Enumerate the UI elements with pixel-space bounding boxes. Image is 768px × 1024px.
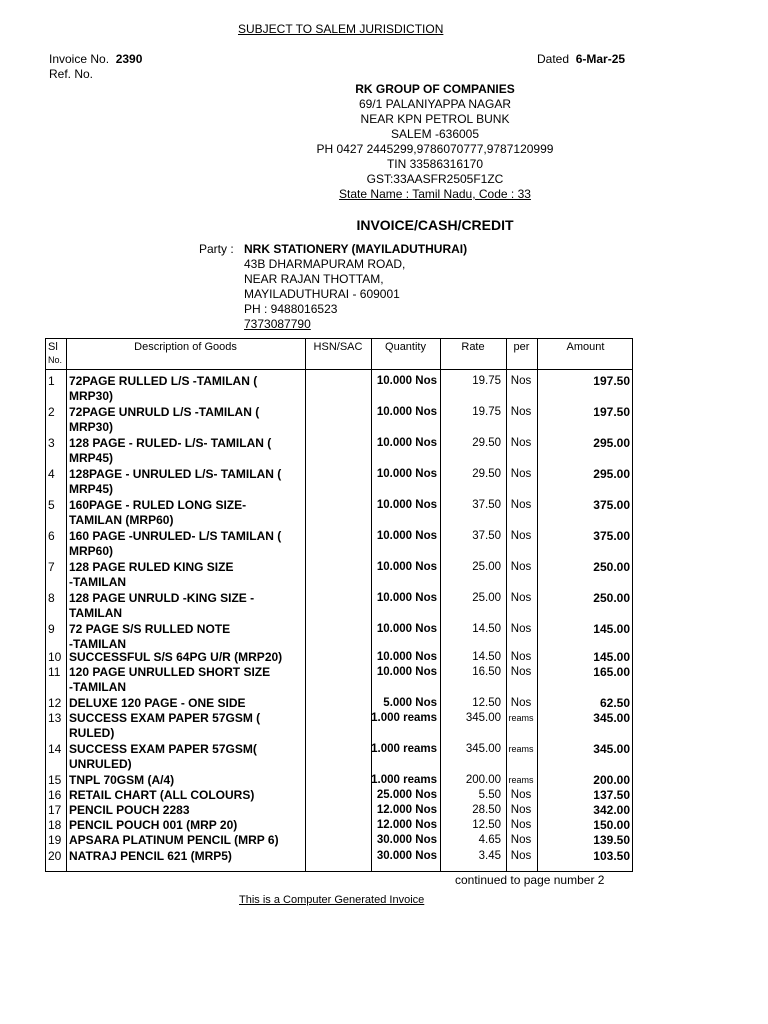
row-amount: 345.00 [593,711,630,725]
row-amount: 375.00 [593,498,630,512]
header-quantity: Quantity [385,341,426,353]
row-rate: 3.45 [478,850,501,862]
column-divider [537,339,538,871]
row-amount: 165.00 [593,665,630,679]
header-sl-line1: Sl [48,341,58,353]
invoice-date: 6-Mar-25 [575,52,626,66]
row-per-unit: Nos [510,623,532,635]
row-quantity: 10.000 Nos [376,499,437,511]
row-description: APSARA PLATINUM PENCIL (MRP 6) [69,833,279,847]
row-sl-number: 10 [48,650,62,664]
row-rate: 25.00 [472,592,501,604]
column-divider [66,339,67,871]
computer-generated-note: This is a Computer Generated Invoice [239,894,425,906]
row-description: 72PAGE UNRULD L/S -TAMILAN ( [69,405,260,419]
row-description: 128 PAGE UNRULD -KING SIZE - [69,591,255,605]
row-description: NATRAJ PENCIL 621 (MRP5) [69,849,232,863]
row-amount: 375.00 [593,529,630,543]
row-rate: 12.50 [472,819,501,831]
header-sl-line2: No. [48,355,63,365]
row-amount: 103.50 [593,849,630,863]
column-divider [440,339,441,871]
row-description: SUCCESS EXAM PAPER 57GSM( [69,742,257,756]
row-description-line2: -TAMILAN [69,575,127,589]
row-amount: 197.50 [593,374,630,388]
column-divider [305,339,306,871]
row-amount: 250.00 [593,591,630,605]
row-rate: 29.50 [472,468,501,480]
row-description-line2: -TAMILAN [69,637,127,651]
row-description-line2: MRP30) [69,389,114,403]
invoice-number-row [49,52,142,66]
header-divider [46,369,632,370]
row-sl-number: 6 [48,529,55,543]
row-quantity: 10.000 Nos [376,375,437,387]
row-description: SUCCESS EXAM PAPER 57GSM ( [69,711,261,725]
row-amount: 295.00 [593,436,630,450]
row-amount: 150.00 [593,818,630,832]
row-per-unit: Nos [510,666,532,678]
continued-note: continued to page number 2 [455,873,605,887]
row-per-unit: Nos [510,561,532,573]
column-divider [506,339,507,871]
row-sl-number: 16 [48,788,62,802]
header-sl [48,341,62,367]
row-per-unit: Nos [510,651,532,663]
header-description: Description of Goods [134,341,237,353]
row-description-line2: MRP45) [69,482,114,496]
party-phone-2-wrap [244,317,311,331]
row-quantity: 10.000 Nos [376,623,437,635]
row-per-unit: reams [508,713,534,723]
header-hsn: HSN/SAC [313,341,363,353]
row-sl-number: 17 [48,803,62,817]
row-sl-number: 3 [48,436,55,450]
row-quantity: 10.000 Nos [376,592,437,604]
row-amount: 200.00 [593,773,630,787]
row-per-unit: Nos [510,697,532,709]
row-quantity: 1.000 reams [371,712,437,724]
row-description: 160 PAGE -UNRULED- L/S TAMILAN ( [69,529,282,543]
ref-number-label: Ref. No. [49,67,94,81]
row-rate: 19.75 [472,375,501,387]
row-description: 128 PAGE - RULED- L/S- TAMILAN ( [69,436,272,450]
row-description: SUCCESSFUL S/S 64PG U/R (MRP20) [69,650,283,664]
row-quantity: 10.000 Nos [376,437,437,449]
date-row [537,52,625,66]
party-address-3: MAYILADUTHURAI - 609001 [244,287,400,301]
company-state-wrap [0,187,768,201]
row-rate: 16.50 [472,666,501,678]
row-sl-number: 9 [48,622,55,636]
row-sl-number: 5 [48,498,55,512]
row-sl-number: 13 [48,711,62,725]
row-quantity: 30.000 Nos [376,850,437,862]
date-label: Dated [537,52,570,66]
row-quantity: 10.000 Nos [376,651,437,663]
invoice-title: INVOICE/CASH/CREDIT [356,217,514,233]
party-name: NRK STATIONERY (MAYILADUTHURAI) [244,242,468,256]
row-rate: 200.00 [465,774,501,786]
row-description: PENCIL POUCH 2283 [69,803,190,817]
jurisdiction-note: SUBJECT TO SALEM JURISDICTION [238,22,444,36]
row-rate: 37.50 [472,499,501,511]
row-quantity: 5.000 Nos [383,697,437,709]
header-per: per [513,341,530,353]
row-description: 72 PAGE S/S RULLED NOTE [69,622,231,636]
row-sl-number: 18 [48,818,62,832]
party-label: Party : [199,242,234,256]
row-sl-number: 11 [48,665,61,679]
row-description-line2: MRP30) [69,420,114,434]
row-quantity: 30.000 Nos [376,834,437,846]
row-sl-number: 2 [48,405,55,419]
row-per-unit: Nos [510,789,532,801]
row-rate: 19.75 [472,406,501,418]
row-description-line2: MRP60) [69,544,114,558]
row-amount: 250.00 [593,560,630,574]
row-per-unit: Nos [510,437,532,449]
row-per-unit: Nos [510,468,532,480]
row-quantity: 1.000 reams [371,743,437,755]
party-phone: PH : 9488016523 [244,302,338,316]
row-per-unit: Nos [510,530,532,542]
company-gst: GST:33AASFR2505F1ZC [366,172,504,186]
row-description: DELUXE 120 PAGE - ONE SIDE [69,696,246,710]
row-per-unit: Nos [510,499,532,511]
row-rate: 29.50 [472,437,501,449]
row-per-unit: Nos [510,834,532,846]
row-rate: 345.00 [465,743,501,755]
row-description-line2: TAMILAN (MRP60) [69,513,174,527]
row-description-line2: UNRULED) [69,757,132,771]
row-rate: 14.50 [472,651,501,663]
invoice-number: 2390 [115,52,143,66]
row-sl-number: 14 [48,742,62,756]
row-description: RETAIL CHART (ALL COLOURS) [69,788,255,802]
row-sl-number: 15 [48,773,62,787]
row-description: 128PAGE - UNRULED L/S- TAMILAN ( [69,467,282,481]
row-quantity: 10.000 Nos [376,468,437,480]
row-rate: 4.65 [478,834,501,846]
row-sl-number: 12 [48,696,62,710]
row-amount: 62.50 [599,696,630,710]
row-per-unit: Nos [510,375,532,387]
row-per-unit: reams [508,744,534,754]
row-per-unit: Nos [510,850,532,862]
party-address-2: NEAR RAJAN THOTTAM, [244,272,384,286]
invoice-number-label: Invoice No. [49,52,110,66]
row-description-line2: TAMILAN [69,606,123,620]
row-rate: 12.50 [472,697,501,709]
row-quantity: 1.000 reams [371,774,437,786]
company-address-1: 69/1 PALANIYAPPA NAGAR [358,97,512,111]
row-sl-number: 7 [48,560,55,574]
row-description: TNPL 70GSM (A/4) [69,773,175,787]
company-tin: TIN 33586316170 [386,157,484,171]
row-quantity: 10.000 Nos [376,561,437,573]
row-amount: 295.00 [593,467,630,481]
row-per-unit: reams [508,775,534,785]
row-sl-number: 4 [48,467,55,481]
row-description: 120 PAGE UNRULLED SHORT SIZE [69,665,271,679]
row-amount: 139.50 [593,833,630,847]
row-sl-number: 19 [48,833,62,847]
row-description-line2: -TAMILAN [69,680,127,694]
company-name: RK GROUP OF COMPANIES [355,82,515,96]
row-rate: 14.50 [472,623,501,635]
party-address-1: 43B DHARMAPURAM ROAD, [244,257,406,271]
row-amount: 137.50 [593,788,630,802]
row-amount: 145.00 [593,650,630,664]
row-per-unit: Nos [510,406,532,418]
row-rate: 37.50 [472,530,501,542]
row-description: 160PAGE - RULED LONG SIZE- [69,498,247,512]
row-quantity: 25.000 Nos [376,789,437,801]
row-rate: 345.00 [465,712,501,724]
row-rate: 28.50 [472,804,501,816]
row-per-unit: Nos [510,804,532,816]
company-city: SALEM -636005 [390,127,480,141]
row-amount: 342.00 [593,803,630,817]
row-rate: 25.00 [472,561,501,573]
row-quantity: 10.000 Nos [376,666,437,678]
row-rate: 5.50 [478,789,501,801]
row-quantity: 12.000 Nos [376,819,437,831]
company-phone: PH 0427 2445299,9786070777,9787120999 [316,142,554,156]
row-sl-number: 20 [48,849,62,863]
row-amount: 345.00 [593,742,630,756]
row-quantity: 12.000 Nos [376,804,437,816]
row-description: 72PAGE RULLED L/S -TAMILAN ( [69,374,258,388]
row-sl-number: 1 [48,374,55,388]
row-description: PENCIL POUCH 001 (MRP 20) [69,818,238,832]
row-description-line2: RULED) [69,726,115,740]
row-quantity: 10.000 Nos [376,406,437,418]
party-phone-2: 7373087790 [244,317,311,331]
company-state: State Name : Tamil Nadu, Code : 33 [339,187,531,201]
items-table [45,338,633,872]
company-address-2: NEAR KPN PETROL BUNK [360,112,510,126]
header-rate: Rate [461,341,485,353]
row-amount: 197.50 [593,405,630,419]
header-amount: Amount [566,341,605,353]
row-amount: 145.00 [593,622,630,636]
row-sl-number: 8 [48,591,55,605]
row-description: 128 PAGE RULED KING SIZE [69,560,234,574]
row-per-unit: Nos [510,592,532,604]
row-per-unit: Nos [510,819,532,831]
row-description-line2: MRP45) [69,451,114,465]
row-quantity: 10.000 Nos [376,530,437,542]
